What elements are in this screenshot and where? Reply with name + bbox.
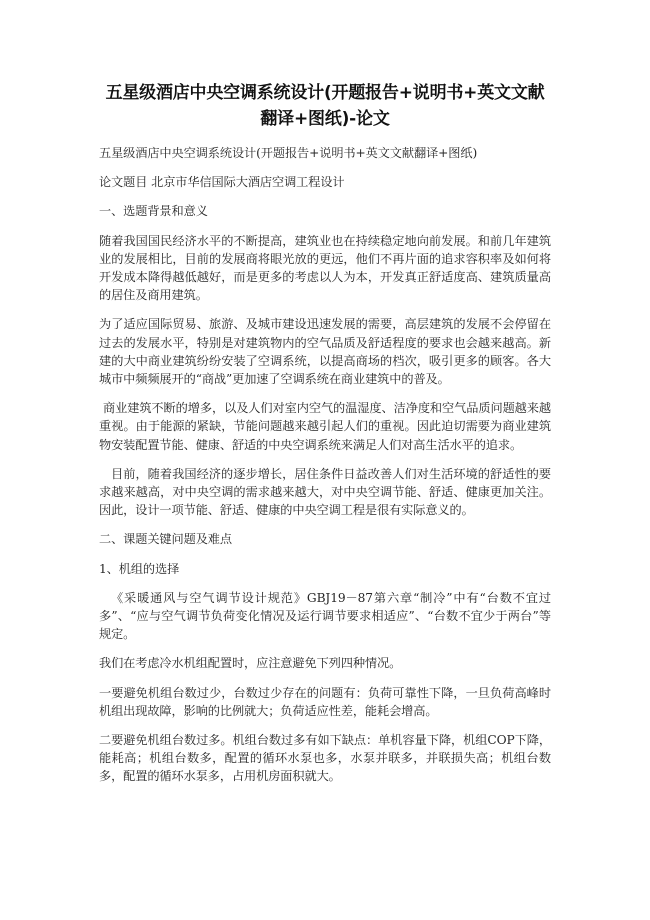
- subtitle-paragraph: 五星级酒店中央空调系统设计(开题报告+说明书+英文文献翻译+图纸): [99, 146, 478, 160]
- body-paragraph: 一要避免机组台数过少，台数过少存在的问题有：负荷可靠性下降，一旦负荷高峰时机组出现故障，影响的比例就大；负荷适应性差，能耗会增高。: [99, 685, 551, 718]
- subsection-heading-unit-selection: 1、机组的选择: [99, 561, 180, 576]
- body-paragraph: 目前，随着我国经济的逐步增长，居住条件日益改善人们对生活环境的舒适性的要求越来越高，对中央空调的需求越来越大，对中央空调节能、舒适、健康更加关注。因此，设计一项节能、舒适、健康的中央空调工程是很有实际意义的。: [99, 466, 551, 518]
- body-paragraph: 《采暖通风与空气调节设计规范》GBJ19－87第六章“制冷”中有“台数不宜过多”、“应与空气调节负荷变化情况及运行调节要求相适应”、“台数不宜少于两台”等规定。: [99, 590, 551, 642]
- document-page: [99, 80, 551, 797]
- section-heading-key-issues: 二、课题关键问题及难点: [99, 532, 232, 547]
- section-heading-background: 一、选题背景和意义: [99, 204, 208, 219]
- body-paragraph: 二要避免机组台数过多。机组台数过多有如下缺点：单机容量下降，机组COP下降，能耗高；机组台数多，配置的循环水泵也多，水泵并联多，并联损失高；机组台数多，配置的循环水泵多，占用机房面积就大。: [99, 733, 551, 784]
- body-paragraph: 随着我国国民经济水平的不断提高，建筑业也在持续稳定地向前发展。和前几年建筑业的发展相比，目前的发展商将眼光放的更远，他们不再片面的追求容积率及如何将开发成本降得越低越好，而是更多的考虑以人为本，开发真正舒适度高、建筑质量高的居住及商用建筑。: [99, 233, 551, 303]
- body-paragraph: 商业建筑不断的增多，以及人们对室内空气的温湿度、洁净度和空气品质问题越来越重视。由于能源的紧缺，节能问题越来越引起人们的重视。因此迫切需要为商业建筑物安装配置节能、健康、舒适的中央空调系统来满足人们对高生活水平的追求。: [99, 401, 551, 452]
- body-paragraph: 为了适应国际贸易、旅游、及城市建设迅速发展的需要，高层建筑的发展不会停留在过去的发展水平，特别是对建筑物内的空气品质及舒适程度的要求也会越来越高。新建的大中商业建筑纷纷安装了空调系统，以提高商场的档次，吸引更多的顾客。各大城市中频频展开的“商战”更加速了空调系统在商业建筑中的普及。: [99, 317, 551, 387]
- document-title: 五星级酒店中央空调系统设计(开题报告+说明书+英文文献翻译+图纸)-论文: [105, 83, 545, 129]
- body-paragraph: 我们在考虑冷水机组配置时，应注意避免下列四种情况。: [99, 656, 402, 671]
- thesis-topic: 论文题目 北京市华信国际大酒店空调工程设计: [99, 175, 345, 190]
